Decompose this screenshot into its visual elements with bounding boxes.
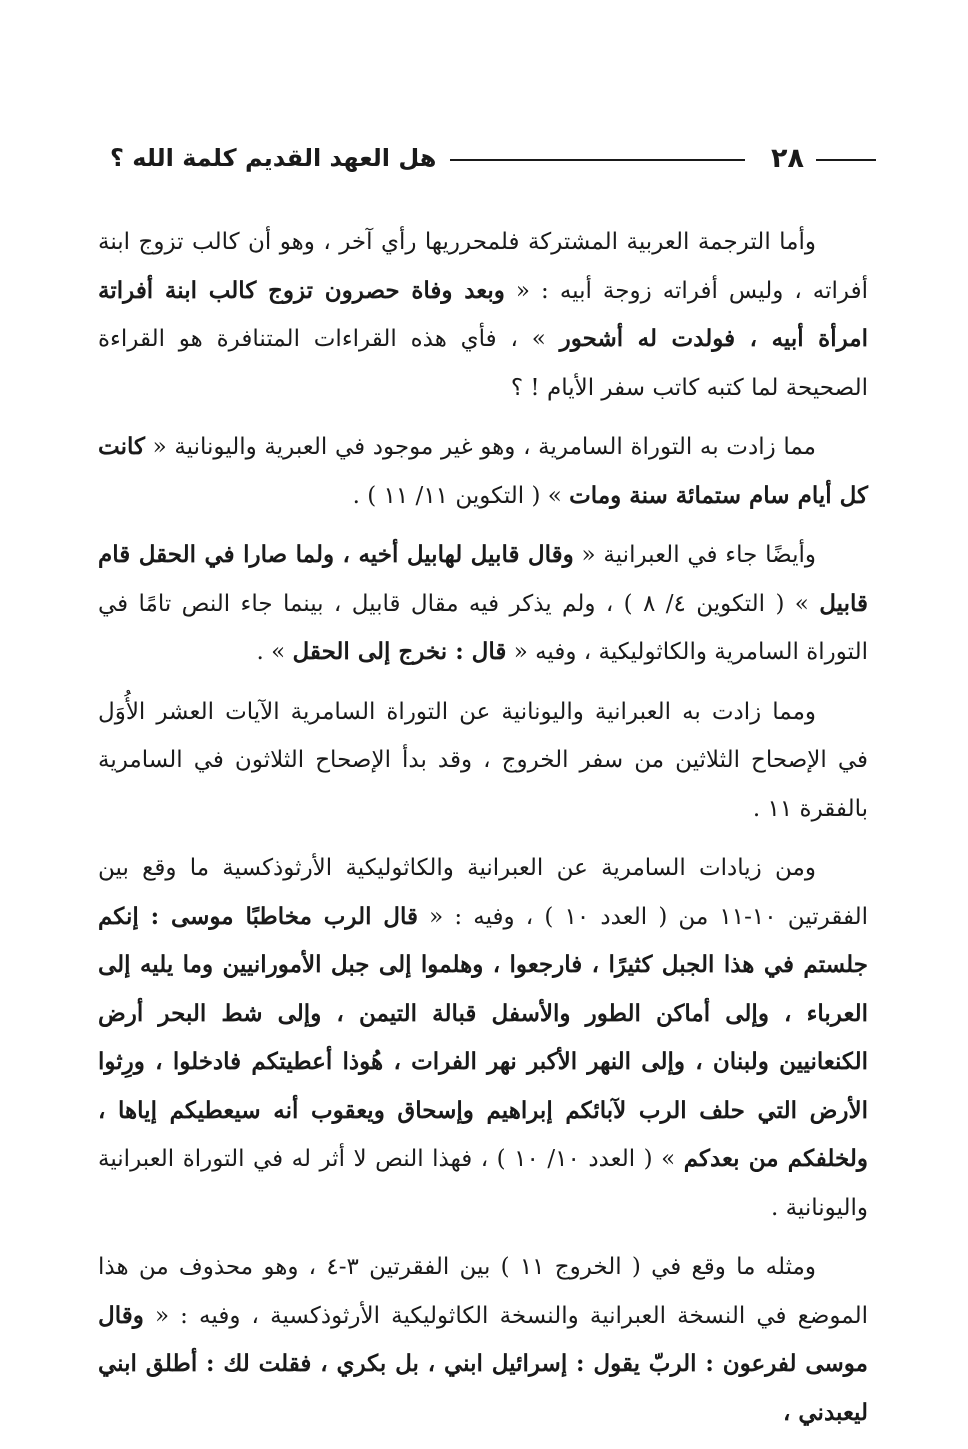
page-number: ٢٨ (771, 142, 804, 174)
paragraph-text: ومثله ما وقع في ( الخروج ١١ ) بين الفقرتين ٣-٤ ، وهو محذوف من هذا الموضع في النسخة العبرانية والنسخة الكاثوليكية الأرثوذكسية ، وفيه : « (98, 1254, 868, 1329)
paragraph-text: ومن زيادات السامرية عن العبرانية والكاثوليكية الأرثوذكسية ما وقع بين الفقرتين ١٠-١١ من ( العدد ١٠ ) ، وفيه : « (98, 855, 868, 930)
paragraph (98, 423, 868, 520)
paragraph-text: » . (256, 639, 293, 665)
paragraph-text: » ( التكوين ٤/ ٨ ) ، ولم يذكر فيه مقال قابيل ، بينما جاء النص تامًا في التوراة السامرية والكاثوليكية ، وفيه « (98, 590, 868, 665)
quoted-text: قال : نخرج إلى الحقل (292, 638, 507, 665)
paragraph (98, 688, 868, 834)
running-header (110, 138, 876, 178)
paragraph-text: وأيضًا جاء في العبرانية « (573, 542, 816, 568)
book-title: هل العهد القديم كلمة الله ؟ (110, 144, 437, 172)
paragraph-text: وأما الترجمة العربية المشتركة فلمحرريها رأي آخر ، وهو أن كالب تزوج ابنة أفراته ، وليس أفراته زوجة أبيه : « (98, 229, 868, 304)
paragraph (98, 1243, 868, 1437)
paragraph-text: ومما زادت به العبرانية واليونانية عن التوراة السامرية الآيات العشر الأُوَل في الإصحاح الثلاثين من سفر الخروج ، وقد بدأ الإصحاح الثلاثون في السامرية بالفقرة ١١ . (98, 698, 868, 822)
paragraph-text: » ، فأي هذه القراءات المتنافرة هو القراءة الصحيحة لما كتبه كاتب سفر الأيام ! ؟ (98, 326, 868, 401)
paragraph (98, 531, 868, 677)
header-rule-long (450, 159, 745, 161)
quoted-text: قال الرب مخاطبًا موسى : إنكم جلستم في هذا الجبل كثيرًا ، فارجعوا ، وهلموا إلى جبل الأمورانيين وما يليه إلى العرباء ، وإلى أماكن الطور والأسفل قبالة التيمن ، وإلى شط البحر أرض الكنعانيين ولبنان ، وإلى النهر الأكبر نهر الفرات ، هُوذا أعطيتكم فادخلوا ، ورِثوا الأرض التي حلف الرب لآبائكم إبراهيم وإسحاق ويعقوب أنه سيعطيكم إياها ، ولخلفكم من بعدكم (98, 902, 869, 1172)
paragraph-text: » ( التكوين ١١/ ١١ ) . (352, 482, 570, 509)
quoted-text: وبعد وفاة حصرون تزوج كالب ابنة أفراتة امرأة أبيه ، فولدت له أشحور (98, 276, 868, 352)
quoted-text: وقال قابيل لهابيل أخيه ، ولما صارا في الحقل قام قابيل (98, 541, 869, 617)
header-rule-short (816, 159, 876, 161)
quoted-text: وقال موسى لفرعون : الربّ يقول : إسرائيل ابني ، بل بكري ، فقلت لك : أطلق ابني ليعبدني ، (98, 1301, 868, 1426)
quoted-text: كانت كل أيام سام ستمائة سنة ومات (98, 433, 868, 509)
paragraph (98, 218, 868, 412)
paragraph-text: مما زادت به التوراة السامرية ، وهو غير موجود في العبرية واليونانية « (144, 434, 816, 460)
paragraph-text: » ( العدد ١٠/ ١٠ ) ، فهذا النص لا أثر له في التوراة العبرانية واليونانية . (98, 1146, 868, 1221)
paragraph (98, 844, 868, 1232)
body-text (98, 218, 868, 1448)
